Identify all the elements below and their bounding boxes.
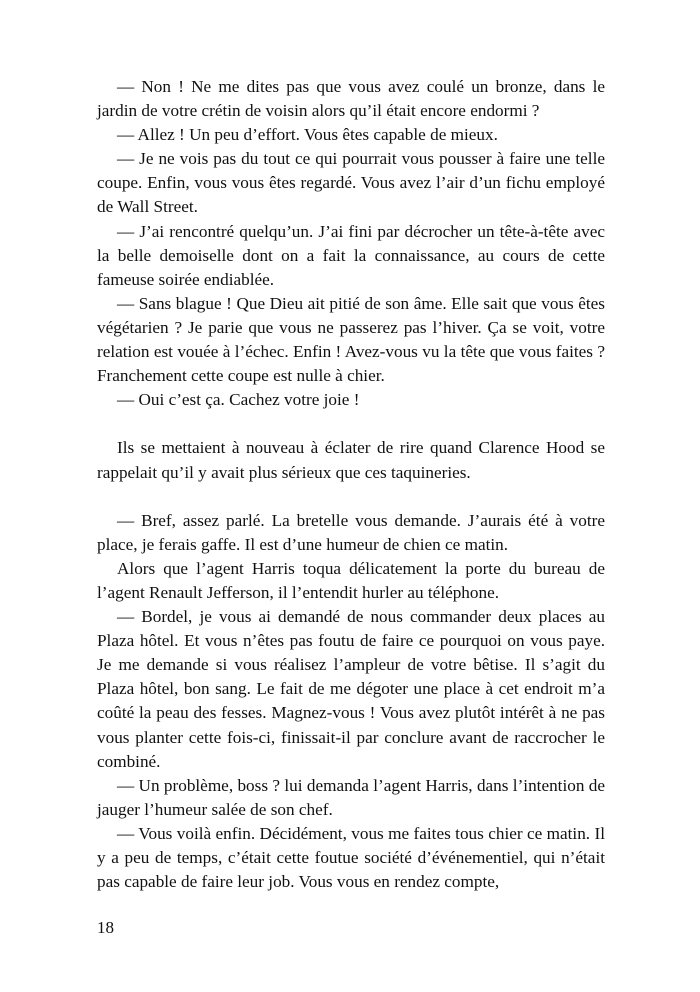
paragraph-10: — Bordel, je vous ai demandé de nous commander deux places au Plaza hôtel. Et vous n’êtes pas foutu de faire ce pourquoi on vous paye. Je me demande si vous réalisez l’ampleur de votre bêtise. Il s’agit du Plaza hôtel, bon sang. Le fait de me dégoter une place à cet endroit m’a coûté la peau des fesses. Magnez-vous ! Vous avez plutôt intérêt à ne pas vous planter cette fois-ci, finissait-il par conclure avant de raccrocher le combiné. — [97, 607, 605, 771]
paragraph-8: — Bref, assez parlé. La bretelle vous demande. J’aurais été à votre place, je ferais gaffe. Il est d’une humeur de chien ce matin. — [97, 510, 605, 554]
paragraph-1: — Non ! Ne me dites pas que vous avez coulé un bronze, dans le jardin de votre crétin de voisin alors qu’il était encore endormi ? — [97, 77, 605, 121]
paragraph-6: — Oui c’est ça. Cachez votre joie ! — [117, 390, 360, 410]
paragraph-11: — Un problème, boss ? lui demanda l’agent Harris, dans l’intention de jauger l’humeur salée de son chef. — [97, 775, 605, 819]
section-gap — [97, 412, 605, 436]
paragraph-3: — Je ne vois pas du tout ce qui pourrait vous pousser à faire une telle coupe. Enfin, vous vous êtes regardé. Vous avez l’air d’un fichu employé de Wall Street. — [97, 149, 605, 217]
section-gap — [97, 485, 605, 509]
paragraph-12: — Vous voilà enfin. Décidément, vous me faites tous chier ce matin. Il y a peu de temps, c’était cette foutue société d’événementiel, qui n’était pas capable de faire leur job. Vous vous en rendez compte, — [97, 823, 605, 892]
paragraph-5: — Sans blague ! Que Dieu ait pitié de son âme. Elle sait que vous êtes végétarien ? Je parie que vous ne passerez pas l’hiver. Ça se voit, votre relation est vouée à l’échec. Enfin ! Avez-vous vu la tête que vous faites ? Franchement cette coupe est nulle à chier. — [97, 293, 605, 386]
paragraph-4: — J’ai rencontré quelqu’un. J’ai fini par décrocher un tête-à-tête avec la belle demoiselle dont on a fait la connaissance, au cours de cette fameuse soirée endiablée. — [97, 221, 605, 289]
paragraph-2: — Allez ! Un peu d’effort. Vous êtes capable de mieux. — [117, 125, 498, 145]
page-number: 18 — [97, 918, 114, 937]
page-text — [97, 75, 605, 894]
paragraph-7: Ils se mettaient à nouveau à éclater de rire quand Clarence Hood se rappelait qu’il y avait plus sérieux que ces taquineries. — [97, 438, 605, 482]
paragraph-9: Alors que l’agent Harris toqua délicatement la porte du bureau de l’agent Renault Jefferson, il l’entendit hurler au téléphone. — [97, 558, 605, 602]
